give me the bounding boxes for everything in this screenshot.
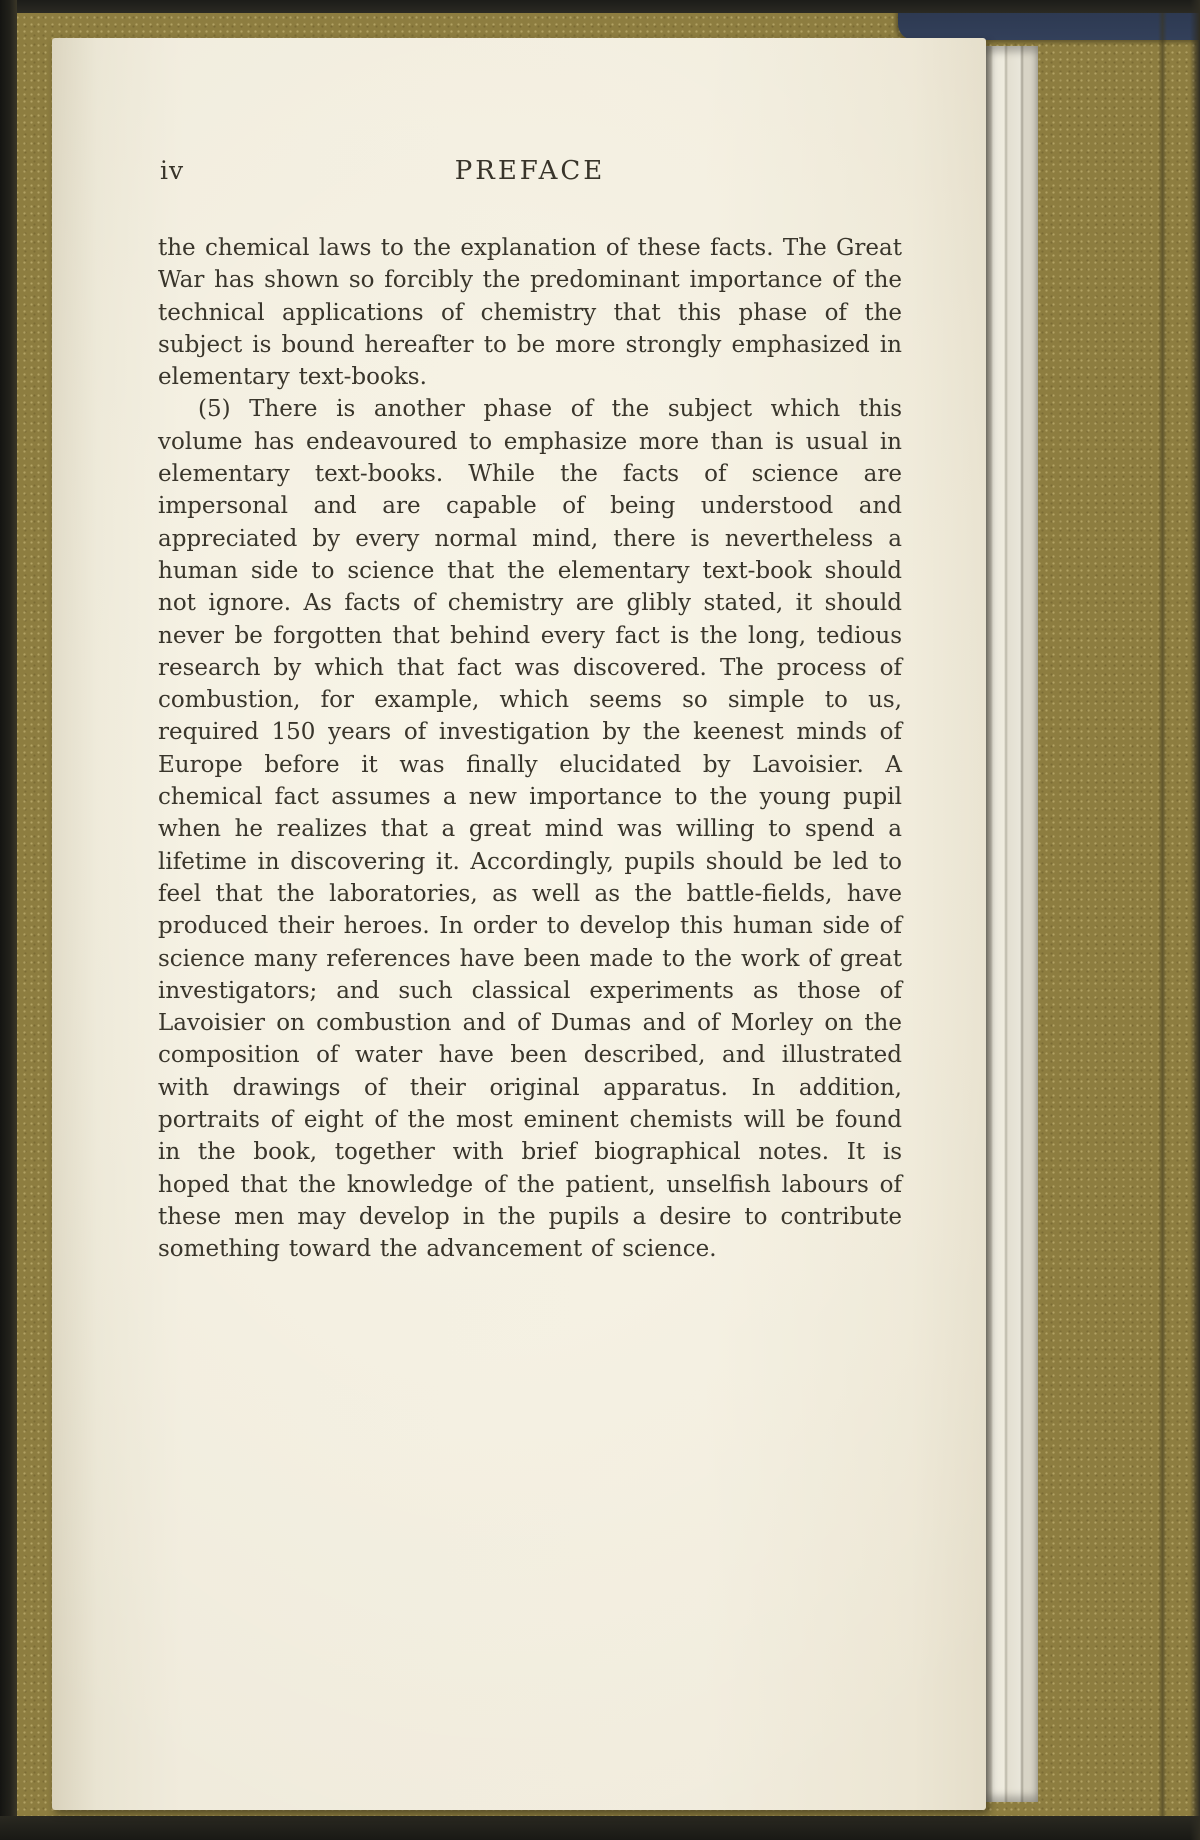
page-header: [158, 156, 902, 190]
page-edge-stack: [986, 46, 1038, 1802]
paragraph: (5) There is another phase of the subject which this volume has endeavoured to emphasize more than is usual in elementary text-books. While the facts of science are impersonal and are capable of being understood and appreciated by every normal mind, there is nevertheless a human side to science that the elementary text-book should not ignore. As facts of chemistry are glibly stated, it should never be forgotten that behind every fact is the long, tedious research by which that fact was discovered. The process of combustion, for example, which seems so simple to us, required 150 years of investigation by the keenest minds of Europe before it was finally elucidated by Lavoisier. A chemical fact assumes a new importance to the young pupil when he realizes that a great mind was willing to spend a lifetime in discovering it. Accordingly, pupils should be led to feel that the laboratories, as well as the battle-fields, have produced their heroes. In order to develop this human side of science many references have been made to the work of great investigators; and such classical experiments as those of Lavoisier on combustion and of Dumas and of Morley on the composition of water have been described, and illustrated with drawings of their original apparatus. In addition, portraits of eight of the most eminent chemists will be found in the book, together with brief biographical notes. It is hoped that the knowledge of the patient, unselfish labours of these men may develop in the pupils a desire to contribute something toward the advancement of science.: [158, 396, 902, 1263]
scan-edge-right: [1190, 0, 1200, 1840]
cover-seam: [1158, 13, 1167, 1816]
scan-edge-bottom: [0, 1816, 1200, 1840]
book-page: [52, 38, 986, 1810]
scan-edge-left: [0, 0, 17, 1840]
body-text: [158, 232, 902, 1266]
page-number: iv: [160, 156, 185, 185]
page-content: [158, 156, 902, 1266]
paragraph: the chemical laws to the explanation of these facts. The Great War has shown so forcibly the predominant importance of the technical applications of chemistry that this phase of the subject is bound hereafter to be more strongly emphasized in elementary text-books.: [158, 235, 902, 391]
running-head-title: PREFACE: [454, 156, 606, 186]
scan-edge-top: [0, 0, 1200, 13]
